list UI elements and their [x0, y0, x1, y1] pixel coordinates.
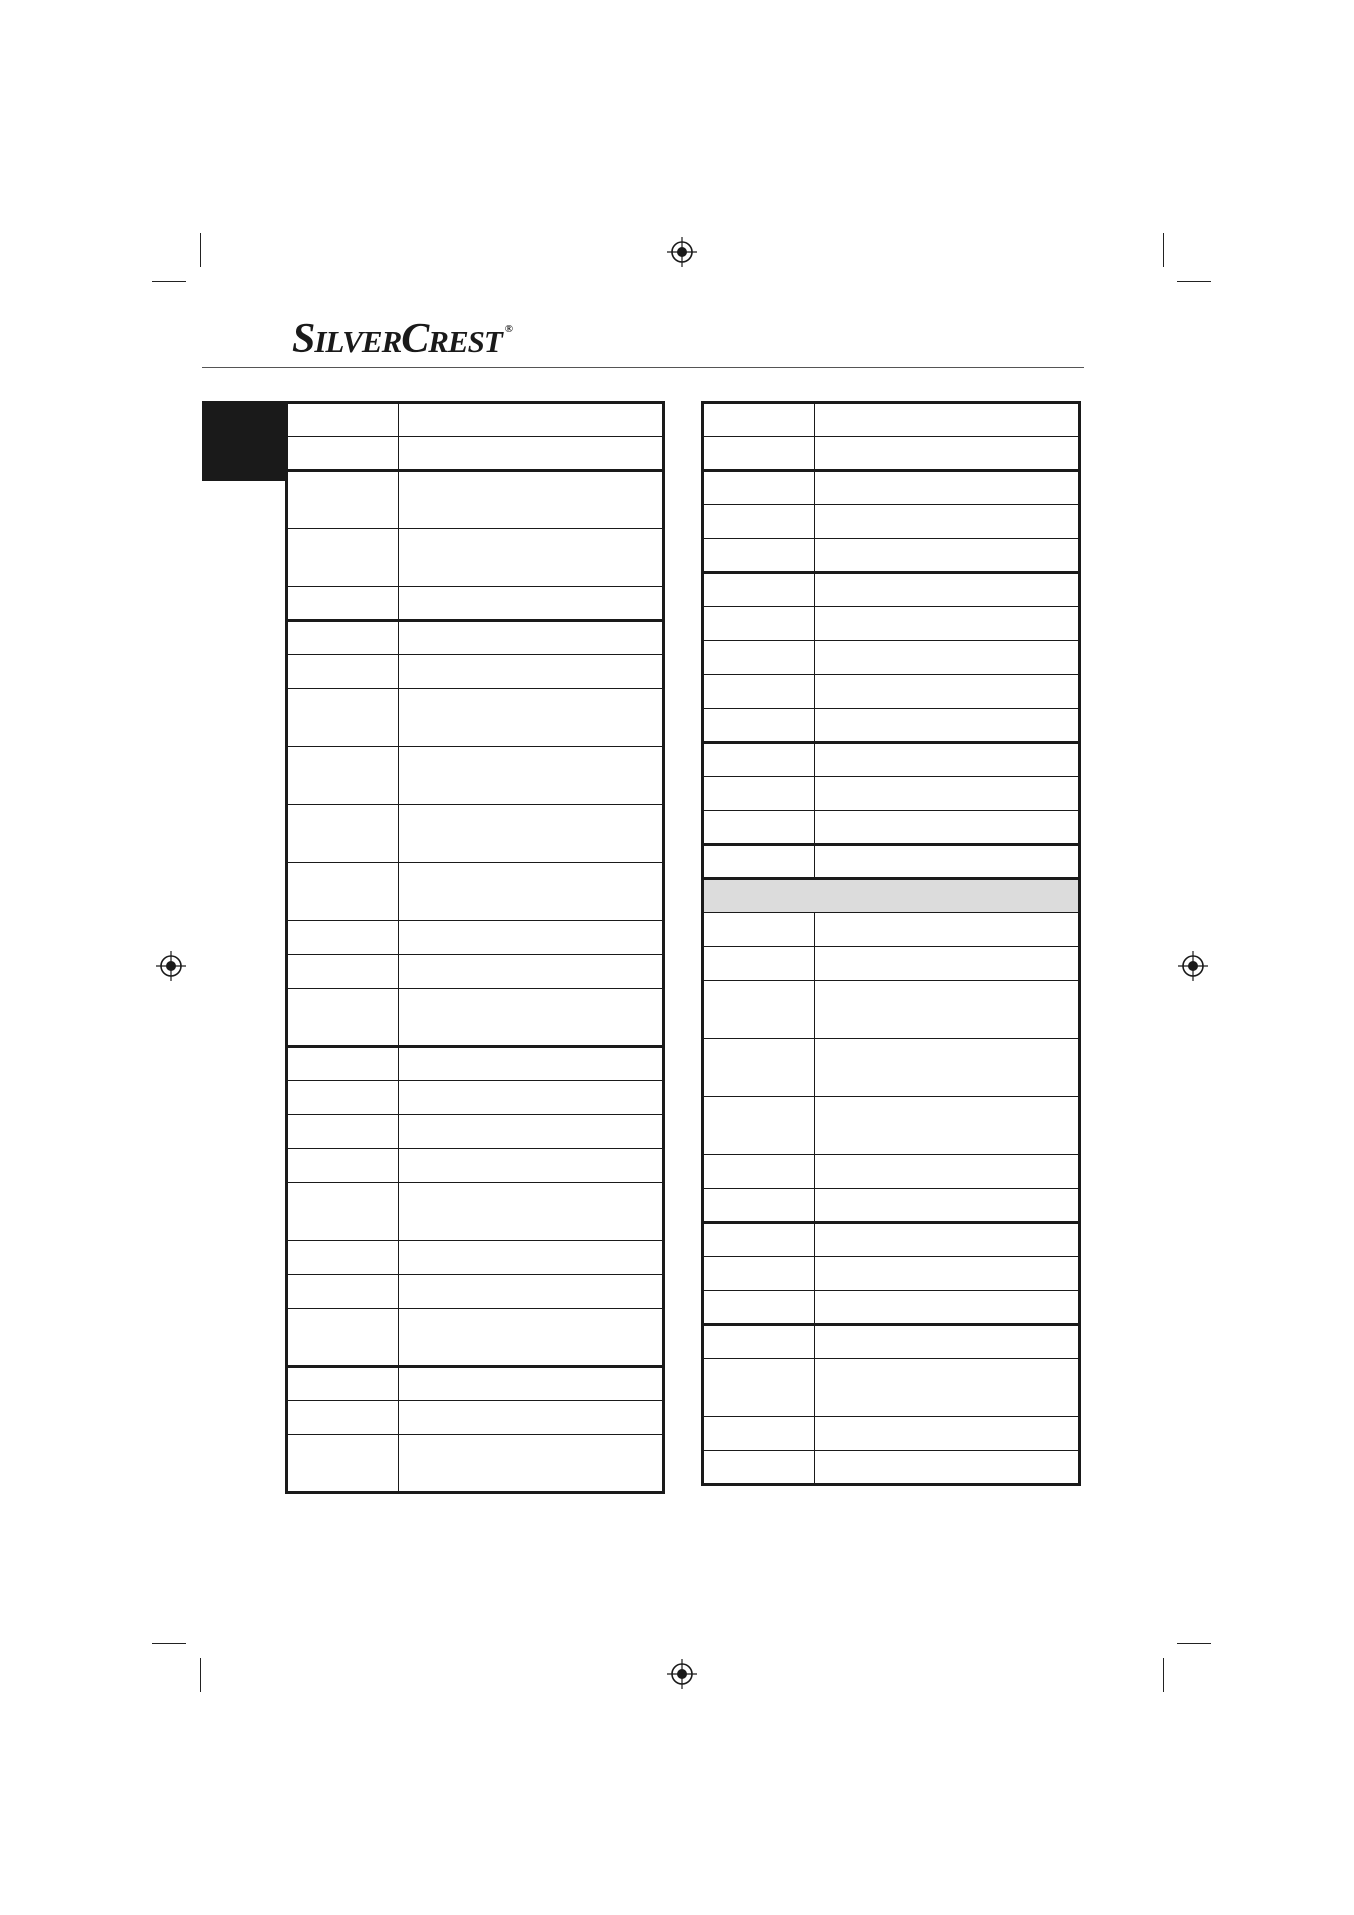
left-table-key-cell [287, 1435, 399, 1493]
left-table-key-cell [287, 471, 399, 529]
crop-mark-top-left-v [200, 233, 201, 267]
right-table-row [703, 505, 1080, 539]
right-table-row [703, 1097, 1080, 1155]
left-table-key-cell [287, 689, 399, 747]
right-table-key-cell [703, 1417, 815, 1451]
right-table-row [703, 1291, 1080, 1325]
crop-mark-top-left-h [152, 281, 186, 282]
right-table-row [703, 1325, 1080, 1359]
crop-mark-top-right-v [1163, 233, 1164, 267]
left-table-value-cell [399, 989, 664, 1047]
right-table-key-cell [703, 675, 815, 709]
registered-mark: ® [504, 323, 513, 335]
right-table-row [703, 1189, 1080, 1223]
left-table-value-cell [399, 955, 664, 989]
left-table-key-cell [287, 1081, 399, 1115]
right-table-row [703, 981, 1080, 1039]
left-table-value-cell [399, 655, 664, 689]
right-table-value-cell [815, 505, 1080, 539]
right-table-key-cell [703, 777, 815, 811]
spec-table-left [285, 401, 665, 1494]
left-table-key-cell [287, 1183, 399, 1241]
crop-mark-bottom-right-h [1177, 1643, 1211, 1644]
left-table-key-cell [287, 1047, 399, 1081]
right-table-value-cell [815, 1451, 1080, 1485]
right-table-key-cell [703, 403, 815, 437]
right-table-row [703, 403, 1080, 437]
left-table-value-cell [399, 921, 664, 955]
right-table-key-cell [703, 471, 815, 505]
left-table-key-cell [287, 1401, 399, 1435]
right-table-value-cell [815, 1359, 1080, 1417]
left-table-row [287, 437, 664, 471]
left-table-value-cell [399, 403, 664, 437]
right-table-key-cell [703, 1291, 815, 1325]
right-table-section-band [703, 879, 1080, 913]
left-table-row [287, 921, 664, 955]
left-table-value-cell [399, 805, 664, 863]
right-table-value-cell [815, 709, 1080, 743]
right-table-row [703, 675, 1080, 709]
right-table-row [703, 845, 1080, 879]
right-table-value-cell [815, 981, 1080, 1039]
right-table-row [703, 1451, 1080, 1485]
left-table-key-cell [287, 1115, 399, 1149]
right-table-key-cell [703, 947, 815, 981]
left-table-row [287, 1241, 664, 1275]
right-table-key-cell [703, 1451, 815, 1485]
right-table-value-cell [815, 1291, 1080, 1325]
left-table-key-cell [287, 921, 399, 955]
right-table-value-cell [815, 403, 1080, 437]
right-table-value-cell [815, 1417, 1080, 1451]
left-table-value-cell [399, 1081, 664, 1115]
left-table-row [287, 1183, 664, 1241]
left-table-row [287, 689, 664, 747]
registration-target-icon-bottom [667, 1659, 697, 1689]
right-table-key-cell [703, 981, 815, 1039]
right-table-value-cell [815, 1223, 1080, 1257]
registration-target-icon-left [156, 951, 186, 981]
left-table-value-cell [399, 1183, 664, 1241]
right-table-row [703, 879, 1080, 913]
right-table-value-cell [815, 845, 1080, 879]
right-table-row [703, 1257, 1080, 1291]
registration-target-icon-top [667, 237, 697, 267]
left-table-key-cell [287, 805, 399, 863]
right-table-row [703, 1359, 1080, 1417]
left-table-row [287, 471, 664, 529]
right-table-value-cell [815, 1325, 1080, 1359]
right-table-row [703, 1417, 1080, 1451]
right-table-key-cell [703, 1097, 815, 1155]
right-table-key-cell [703, 743, 815, 777]
right-table-key-cell [703, 1257, 815, 1291]
left-table-row [287, 621, 664, 655]
crop-mark-bottom-left-h [152, 1643, 186, 1644]
right-table-value-cell [815, 539, 1080, 573]
right-table-value-cell [815, 437, 1080, 471]
left-table-row [287, 1309, 664, 1367]
right-table-value-cell [815, 777, 1080, 811]
right-table-value-cell [815, 1189, 1080, 1223]
left-table-key-cell [287, 587, 399, 621]
left-table-value-cell [399, 1275, 664, 1309]
right-table-value-cell [815, 743, 1080, 777]
left-table-row [287, 1401, 664, 1435]
left-table-row [287, 655, 664, 689]
right-table-key-cell [703, 505, 815, 539]
left-table-row [287, 747, 664, 805]
right-table-row [703, 1223, 1080, 1257]
left-table-row [287, 1115, 664, 1149]
right-table-value-cell [815, 1155, 1080, 1189]
left-table-row [287, 1081, 664, 1115]
left-table-key-cell [287, 655, 399, 689]
right-table-value-cell [815, 1039, 1080, 1097]
language-tab-marker [202, 401, 285, 481]
left-table-key-cell [287, 1275, 399, 1309]
right-table-row [703, 471, 1080, 505]
right-table-value-cell [815, 675, 1080, 709]
left-table-key-cell [287, 1241, 399, 1275]
right-table-value-cell [815, 947, 1080, 981]
right-table-row [703, 811, 1080, 845]
left-table-key-cell [287, 863, 399, 921]
right-table-key-cell [703, 1189, 815, 1223]
left-table-row [287, 587, 664, 621]
right-table-row [703, 1155, 1080, 1189]
left-table-value-cell [399, 1115, 664, 1149]
right-table-key-cell [703, 641, 815, 675]
left-table-value-cell [399, 621, 664, 655]
left-table-value-cell [399, 1367, 664, 1401]
left-table-key-cell [287, 621, 399, 655]
left-table-value-cell [399, 1401, 664, 1435]
right-table-value-cell [815, 641, 1080, 675]
right-table-value-cell [815, 573, 1080, 607]
right-table-key-cell [703, 1223, 815, 1257]
right-table-key-cell [703, 437, 815, 471]
crop-mark-top-right-h [1177, 281, 1211, 282]
right-table-value-cell [815, 1097, 1080, 1155]
left-table-row [287, 989, 664, 1047]
right-table-row [703, 913, 1080, 947]
right-table-key-cell [703, 811, 815, 845]
right-table-value-cell [815, 1257, 1080, 1291]
right-table-key-cell [703, 1359, 815, 1417]
right-table-row [703, 573, 1080, 607]
left-table-key-cell [287, 955, 399, 989]
registration-target-icon-right [1178, 951, 1208, 981]
left-table-row [287, 1275, 664, 1309]
left-table-row [287, 955, 664, 989]
right-table-key-cell [703, 913, 815, 947]
left-table-row [287, 1367, 664, 1401]
right-table-key-cell [703, 607, 815, 641]
right-table-row [703, 437, 1080, 471]
silvercrest-logo: SILVERCREST ® [292, 316, 513, 362]
left-table-value-cell [399, 1047, 664, 1081]
left-table-value-cell [399, 437, 664, 471]
header-rule [202, 367, 1084, 368]
right-table-key-cell [703, 539, 815, 573]
right-table-key-cell [703, 709, 815, 743]
left-table-value-cell [399, 1241, 664, 1275]
right-table-value-cell [815, 607, 1080, 641]
right-table-row [703, 607, 1080, 641]
left-table-key-cell [287, 989, 399, 1047]
crop-mark-bottom-left-v [200, 1658, 201, 1692]
left-table-row [287, 403, 664, 437]
left-table-row [287, 1435, 664, 1493]
left-table-key-cell [287, 1309, 399, 1367]
left-table-value-cell [399, 1435, 664, 1493]
spec-table-right [701, 401, 1081, 1486]
right-table-value-cell [815, 811, 1080, 845]
right-table-row [703, 743, 1080, 777]
left-table-key-cell [287, 403, 399, 437]
left-table-row [287, 529, 664, 587]
left-table-key-cell [287, 437, 399, 471]
right-table-key-cell [703, 1325, 815, 1359]
left-table-row [287, 863, 664, 921]
left-table-value-cell [399, 747, 664, 805]
right-table-value-cell [815, 913, 1080, 947]
left-table-value-cell [399, 689, 664, 747]
crop-mark-bottom-right-v [1163, 1658, 1164, 1692]
left-table-value-cell [399, 1149, 664, 1183]
right-table-row [703, 777, 1080, 811]
left-table-row [287, 1149, 664, 1183]
left-table-value-cell [399, 587, 664, 621]
right-table-value-cell [815, 471, 1080, 505]
right-table-row [703, 1039, 1080, 1097]
left-table-value-cell [399, 471, 664, 529]
left-table-key-cell [287, 1367, 399, 1401]
right-table-key-cell [703, 1039, 815, 1097]
left-table-row [287, 805, 664, 863]
left-table-value-cell [399, 863, 664, 921]
right-table-row [703, 947, 1080, 981]
right-table-row [703, 709, 1080, 743]
left-table-key-cell [287, 529, 399, 587]
left-table-value-cell [399, 529, 664, 587]
right-table-key-cell [703, 845, 815, 879]
right-table-key-cell [703, 1155, 815, 1189]
left-table-key-cell [287, 747, 399, 805]
left-table-key-cell [287, 1149, 399, 1183]
right-table-row [703, 539, 1080, 573]
left-table-row [287, 1047, 664, 1081]
right-table-row [703, 641, 1080, 675]
right-table-key-cell [703, 573, 815, 607]
left-table-value-cell [399, 1309, 664, 1367]
